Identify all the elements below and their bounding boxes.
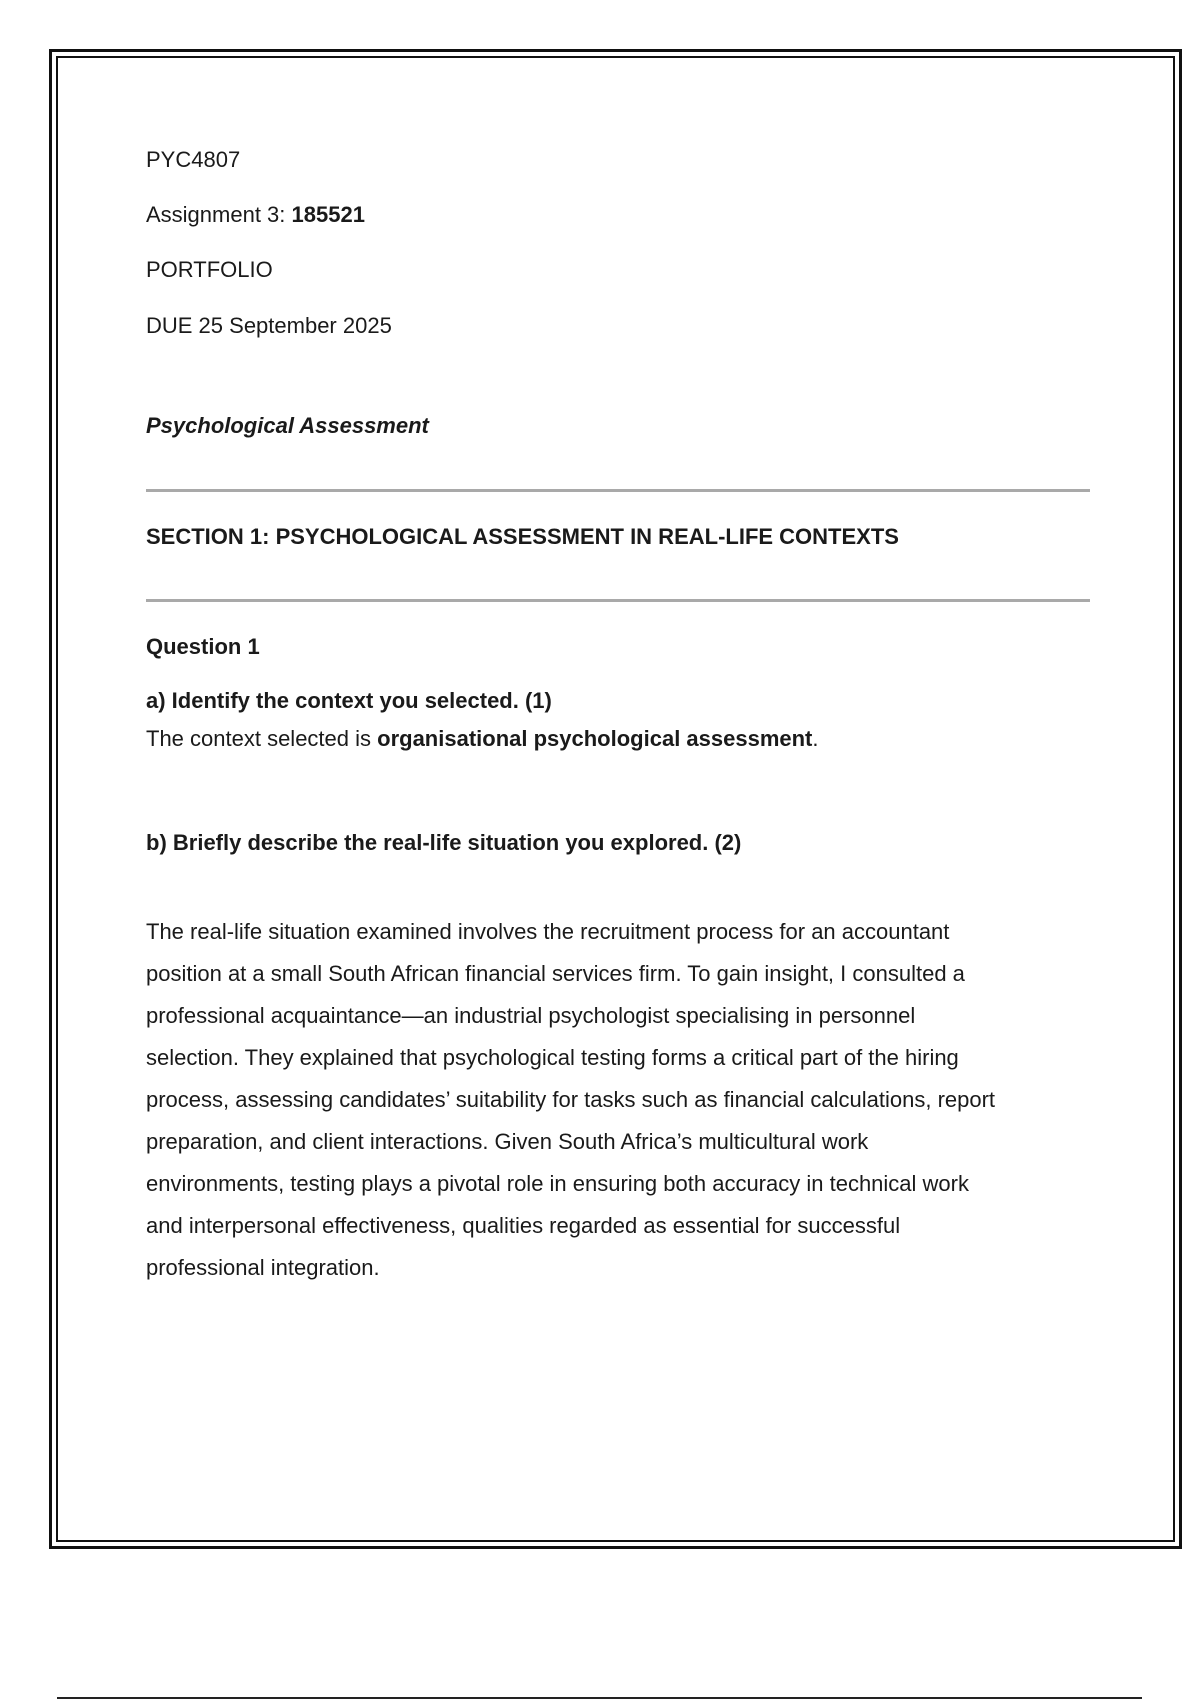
part-a-prompt: a) Identify the context you selected. (1) [146,688,552,714]
assignment-number: 185521 [291,201,365,227]
part-a-answer-prefix: The context selected is [146,725,378,751]
question-heading: Question 1 [146,633,260,659]
part-a-answer [146,725,1091,754]
part-b-answer-line: selection. They explained that psychological testing forms a critical part of the hiring [146,1044,959,1070]
part-b-answer [146,911,1091,1289]
part-b-answer-line: The real-life situation examined involves the recruitment process for an accountant [146,918,950,944]
footer-divider [57,1697,1142,1699]
part-b-answer-line: and interpersonal effectiveness, qualities regarded as essential for successful [146,1212,901,1238]
subject-title: Psychological Assessment [146,413,429,439]
part-a-answer-suffix: . [812,725,819,751]
part-a-answer-bold: organisational psychological assessment [377,725,813,751]
assignment-line [146,201,1091,230]
course-code: PYC4807 [146,147,241,172]
section-divider-top [146,489,1090,492]
due-date: DUE 25 September 2025 [146,312,392,338]
section-divider-bottom [146,599,1090,602]
part-b-answer-line: professional acquaintance—an industrial psychologist specialising in personnel [146,1002,916,1028]
assignment-type: PORTFOLIO [146,257,273,283]
part-b-prompt: b) Briefly describe the real-life situation you explored. (2) [146,830,742,856]
part-b-answer-line: process, assessing candidates’ suitability for tasks such as financial calculations, report [146,1086,996,1112]
assignment-label: Assignment 3: [146,201,292,227]
document-body [146,140,1091,1311]
part-b-answer-line: preparation, and client interactions. Given South Africa’s multicultural work [146,1128,869,1154]
part-b-answer-line: environments, testing plays a pivotal role in ensuring both accuracy in technical work [146,1170,969,1196]
part-b-answer-line: professional integration. [146,1254,380,1280]
section-heading: SECTION 1: PSYCHOLOGICAL ASSESSMENT IN REAL-LIFE CONTEXTS [146,523,899,549]
part-b-answer-line: position at a small South African financial services firm. To gain insight, I consulted a [146,960,965,986]
